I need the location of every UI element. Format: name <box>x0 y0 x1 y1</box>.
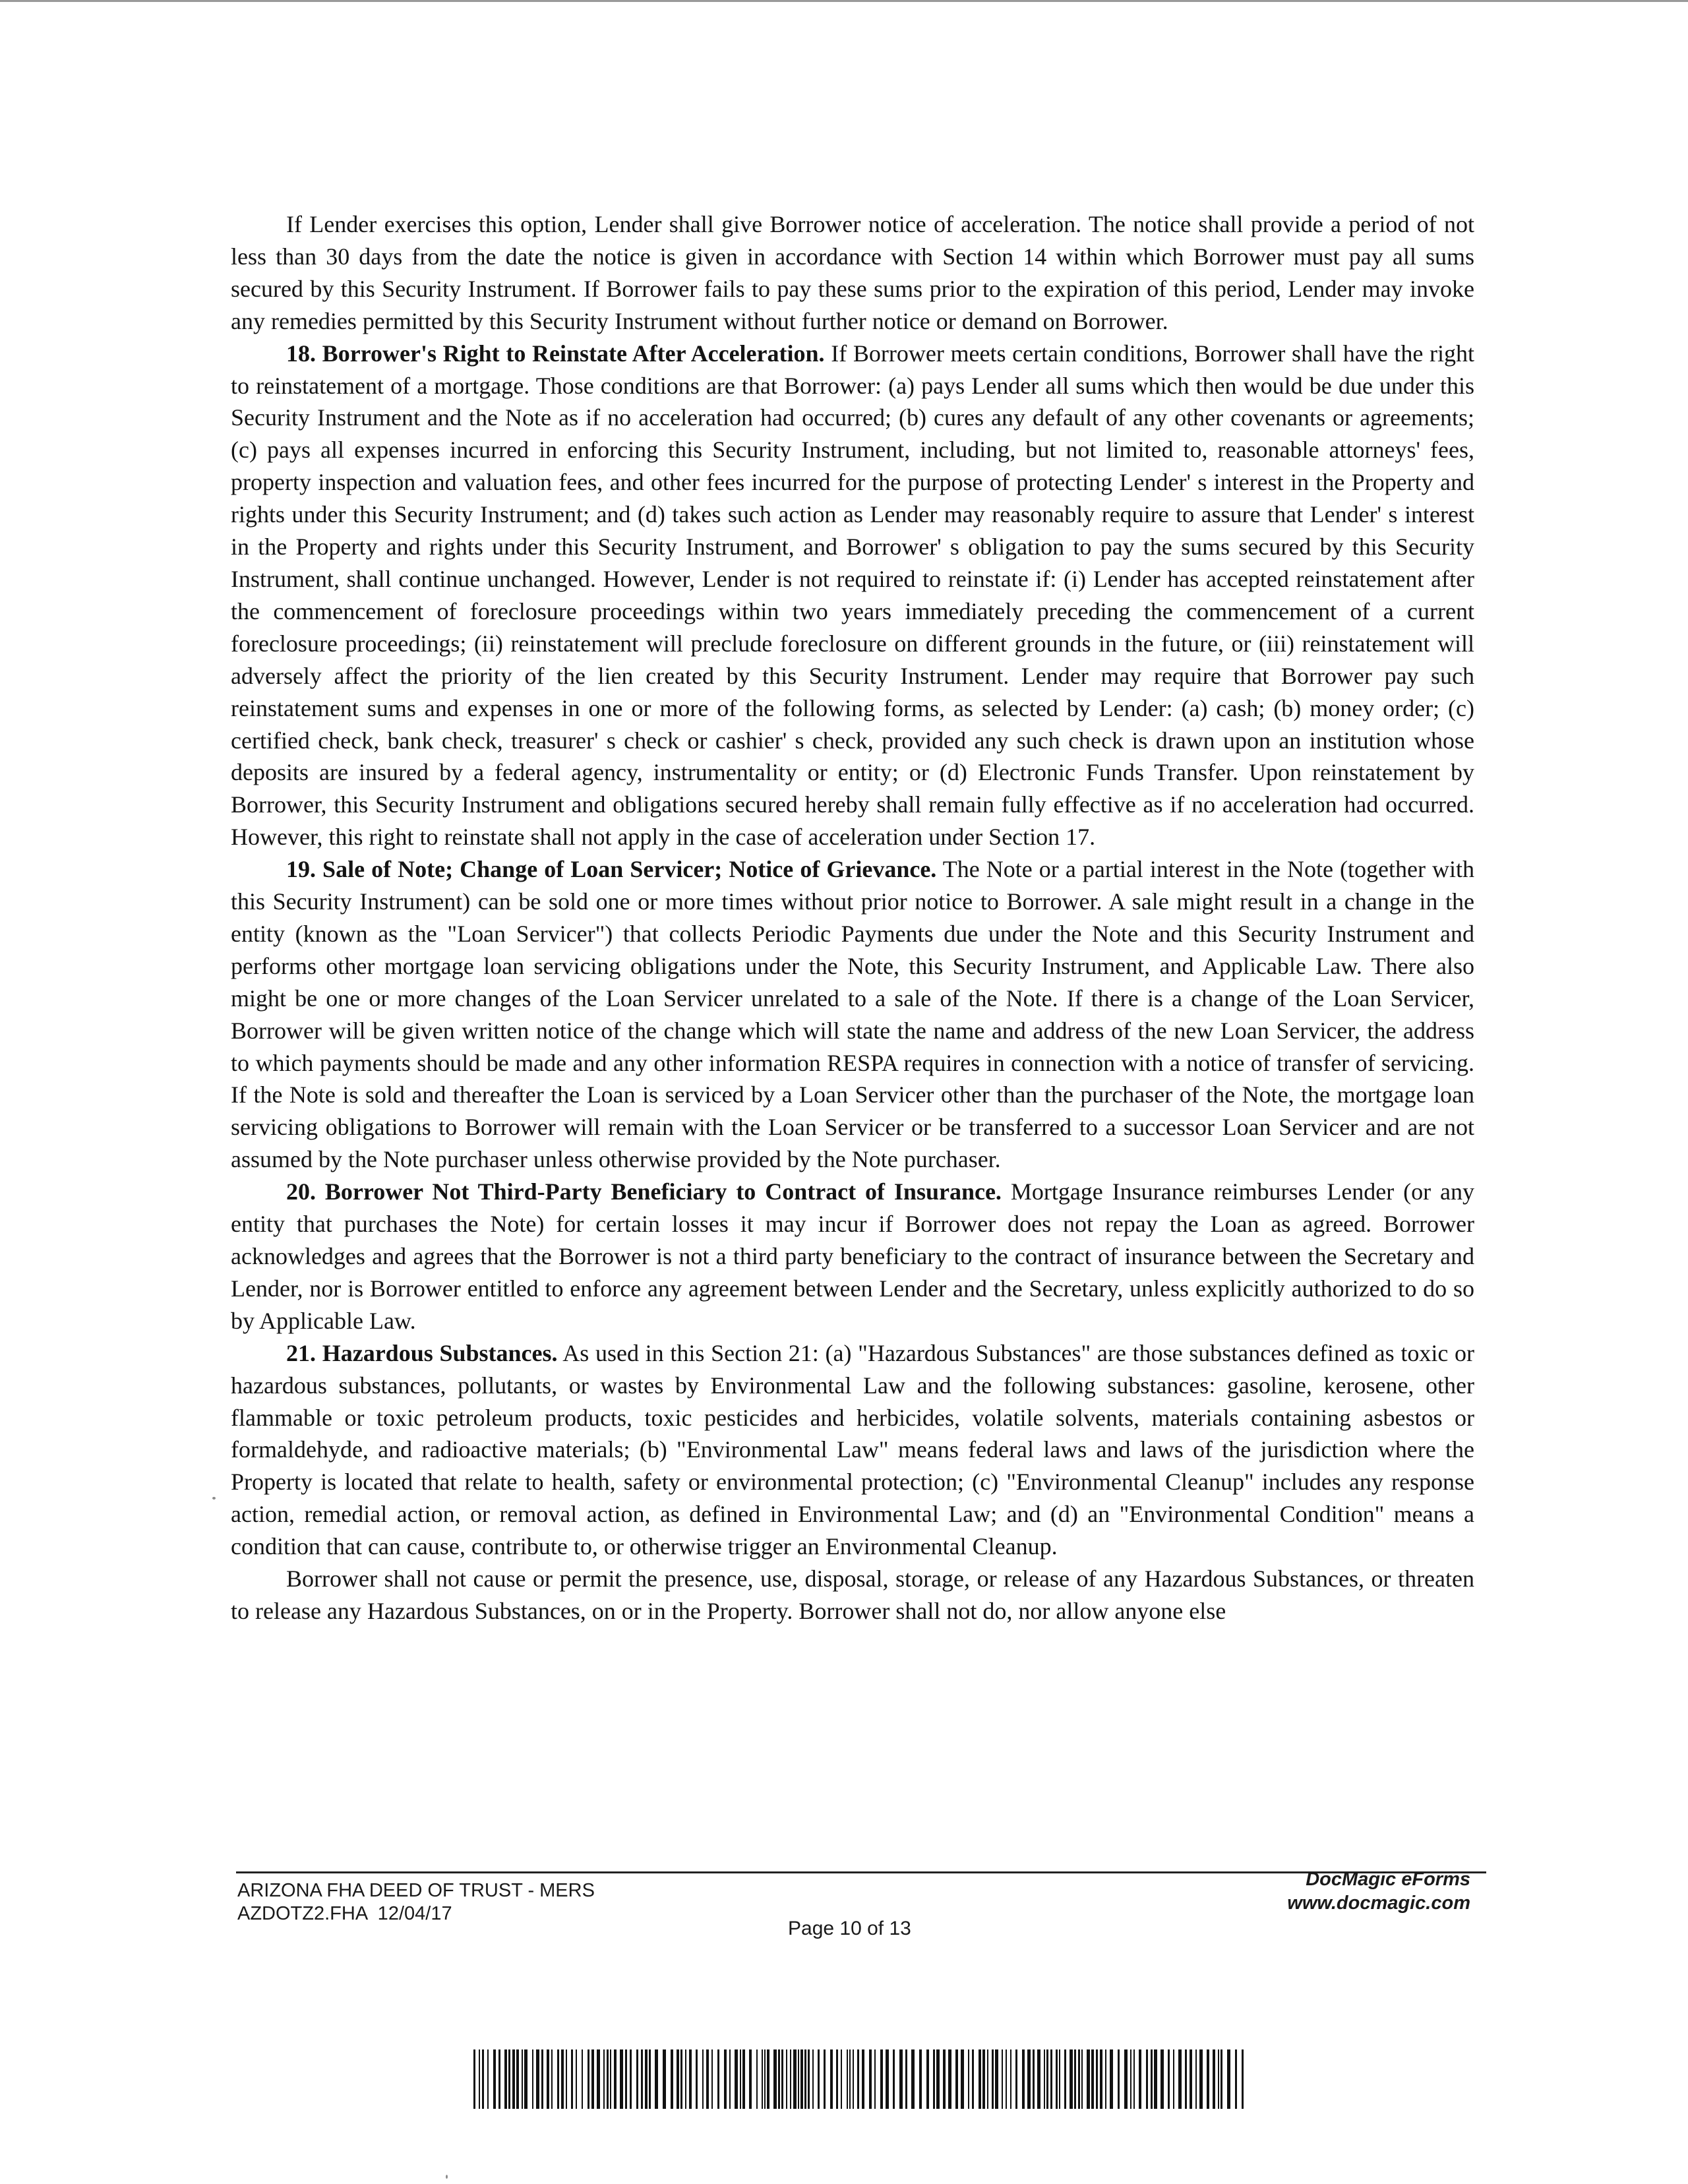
barcode-bar <box>597 2049 600 2109</box>
barcode-bar <box>551 2049 553 2109</box>
barcode-bar <box>663 2049 666 2109</box>
barcode-bar <box>532 2049 533 2109</box>
barcode-bar <box>948 2049 951 2109</box>
barcode-bar <box>1096 2049 1098 2109</box>
barcode-bar <box>818 2049 820 2109</box>
barcode-bar <box>576 2049 577 2109</box>
barcode-bar <box>645 2049 648 2109</box>
barcode-bar <box>522 2049 523 2109</box>
barcode-bar <box>955 2049 958 2109</box>
barcode-bar <box>886 2049 889 2109</box>
barcode-bar <box>767 2049 769 2109</box>
barcode-bar <box>926 2049 929 2109</box>
barcode-bar <box>847 2049 848 2109</box>
barcode-bar <box>1146 2049 1148 2109</box>
barcode-bar <box>1139 2049 1141 2109</box>
scan-top-edge <box>0 0 1688 2</box>
barcode-bar <box>630 2049 632 2109</box>
paragraph-text: Mortgage Insurance reimburses Lender (or any entity that purchases the Note) for certain losses it may incur if Borrower does not repay the Loan as agreed. Borrower acknowledges and agrees that the Borrower is not a third party beneficiary to the contract of insurance between the Secretary and Lender, nor is Borrower entitled to enforce any agreement between Lender and the Secretary, unless explicitly authorized to do so by Applicable Law. <box>231 1178 1474 1334</box>
barcode-bar <box>547 2049 549 2109</box>
barcode-bar <box>1168 2049 1170 2109</box>
barcode-bar <box>649 2049 651 2109</box>
barcode-bar <box>1074 2049 1076 2109</box>
barcode-bar <box>1037 2049 1040 2109</box>
barcode-bar <box>943 2049 946 2109</box>
barcode-bar <box>536 2049 539 2109</box>
barcode-bar <box>1050 2049 1052 2109</box>
barcode-bar <box>1110 2049 1113 2109</box>
scan-speck <box>446 2175 448 2179</box>
barcode-bar <box>487 2049 489 2109</box>
paragraph-text: If Borrower meets certain conditions, Borrower shall have the right to reinstatement of a mortgage. Those conditions are that Borrower: (a) pays Lender all sums which then would be due under this Security Instrument and the Note as if no acceleration had occurred; (b) cures any default of any other covenants or agreements; (c) pays all expenses incurred in enforcing this Security Instrument, including, but not limited to, reasonable attorneys' fees, property inspection and valuation fees, and other fees incurred for the purpose of protecting Lender' s interest in the Property and rights under this Security Instrument; and (d) takes such action as Lender may reasonably require to assure that Lender' s interest in the Property and rights under this Security Instrument, and Borrower' s obligation to pay the sums secured by this Security Instrument, shall continue unchanged. However, Lender is not required to reinstate if: (i) Lender has accepted reinstatement after the commencement of foreclosure proceedings within two years immediately preceding the commencement of a current foreclosure proceedings; (ii) reinstatement will preclude foreclosure on different grounds in the future, or (iii) reinstatement will adversely affect the priority of the lien created by this Security Instrument. Lender may require that Borrower pay such reinstatement sums and expenses in one or more of the following forms, as selected by Lender: (a) cash; (b) money order; (c) certified check, bank check, treasurer' s check or cashier' s check, provided any such check is drawn upon an institution whose deposits are insured by a federal agency, instrumentality or entity; or (d) Electronic Funds Transfer. Upon reinstatement by Borrower, this Security Instrument and obligations secured hereby shall remain fully effective as if no acceleration had occurred. However, this right to reinstate shall not apply in the case of acceleration under Section 17. <box>231 340 1475 851</box>
barcode-bar <box>919 2049 922 2109</box>
barcode-bar <box>729 2049 731 2109</box>
barcode-bar <box>493 2049 496 2109</box>
barcode-bar <box>1242 2049 1244 2109</box>
barcode-bar <box>740 2049 741 2109</box>
barcode-bar <box>696 2049 698 2109</box>
barcode-bar <box>936 2049 940 2109</box>
barcode-bar <box>1105 2049 1106 2109</box>
barcode-bar <box>1015 2049 1017 2109</box>
section-heading: 19. Sale of Note; Change of Loan Servicer; Notice of Grievance. <box>286 856 937 883</box>
barcode-bar <box>1235 2049 1237 2109</box>
barcode-bar <box>979 2049 981 2109</box>
barcode-bar <box>899 2049 903 2109</box>
barcode-bar <box>473 2049 475 2109</box>
barcode-bar <box>972 2049 974 2109</box>
barcode-bar <box>1124 2049 1128 2109</box>
barcode-bar <box>1185 2049 1187 2109</box>
barcode-bar <box>749 2049 752 2109</box>
section-heading: 18. Borrower's Right to Reinstate After Acceleration. <box>286 340 825 367</box>
barcode-bar <box>1118 2049 1120 2109</box>
barcode-bar <box>1227 2049 1230 2109</box>
barcode-bar <box>508 2049 510 2109</box>
barcode-bar <box>1173 2049 1174 2109</box>
barcode-bar <box>614 2049 617 2109</box>
barcode-bar <box>1213 2049 1215 2109</box>
barcode-bar <box>1100 2049 1102 2109</box>
barcode-bar <box>862 2049 864 2109</box>
barcode-bar <box>636 2049 638 2109</box>
barcode-bar <box>756 2049 758 2109</box>
barcode-bar <box>995 2049 998 2109</box>
barcode-bar <box>610 2049 611 2109</box>
barcode-bar <box>1160 2049 1164 2109</box>
paragraph-section-19 <box>231 853 1474 1176</box>
barcode-bar <box>717 2049 719 2109</box>
paragraph-text: Borrower shall not cause or permit the presence, use, disposal, storage, or release of any Hazardous Substances, or threaten to release any Hazardous Substances, on or in the Property. Borrower shall not do, nor allow anyone else <box>231 1565 1474 1624</box>
barcode-bar <box>711 2049 713 2109</box>
barcode-bar <box>808 2049 810 2109</box>
barcode-bar <box>853 2049 854 2109</box>
barcode-bar <box>702 2049 704 2109</box>
barcode-bar <box>778 2049 780 2109</box>
barcode-bar <box>933 2049 935 2109</box>
barcode-bar <box>571 2049 573 2109</box>
barcode-bar <box>677 2049 679 2109</box>
barcode-bar <box>874 2049 876 2109</box>
barcode-bar <box>1046 2049 1048 2109</box>
barcode-bar <box>591 2049 594 2109</box>
barcode-bar <box>982 2049 985 2109</box>
paragraph-section-20 <box>231 1176 1474 1337</box>
barcode-bar <box>706 2049 709 2109</box>
barcode-bar <box>804 2049 806 2109</box>
barcode-bar <box>830 2049 833 2109</box>
barcode-bar <box>961 2049 964 2109</box>
barcode-bar <box>1033 2049 1035 2109</box>
barcode-bar <box>1064 2049 1066 2109</box>
barcode-bar <box>1056 2049 1058 2109</box>
barcode-bar <box>1087 2049 1090 2109</box>
page-number: Page 10 of 13 <box>788 1918 911 1939</box>
barcode-bar <box>1070 2049 1073 2109</box>
barcode-bar <box>524 2049 528 2109</box>
barcode-bar <box>857 2049 859 2109</box>
barcode-bar <box>764 2049 766 2109</box>
barcode-bar <box>786 2049 787 2109</box>
barcode-bar <box>479 2049 480 2109</box>
barcode-bar <box>849 2049 851 2109</box>
barcode-bar <box>812 2049 814 2109</box>
barcode-bar <box>557 2049 559 2109</box>
barcode-bar <box>1091 2049 1094 2109</box>
form-code: AZDOTZ2.FHA 12/04/17 <box>237 1903 452 1924</box>
paragraph-text: The Note or a partial interest in the Note (together with this Security Instrument) can be sold one or more times without prior notice to Borrower. A sale might result in a change in the entity (known as the "Loan Servicer") that collects Periodic Payments due under the Note and this Security Instrument and performs other mortgage loan servicing obligations under the Note, this Security Instrument, and Applicable Law. There also might be one or more changes of the Loan Servicer unrelated to a sale of the Note. If there is a change of the Loan Servicer, Borrower will be given written notice of the change which will state the name and address of the new Loan Servicer, the address to which payments should be made and any other information RESPA requires in connection with a notice of transfer of servicing. If the Note is sold and thereafter the Loan is serviced by a Loan Servicer other than the purchaser of the Note, the mortgage loan servicing obligations to Borrower will remain with the Loan Servicer or be transferred to a successor Loan Servicer and are not assumed by the Note purchaser unless otherwise provided by the Note purchaser. <box>231 856 1474 1173</box>
paragraph-text: If Lender exercises this option, Lender shall give Borrower notice of acceleration. The notice shall provide a period of not less than 30 days from the date the notice is given in accordance with Section 14 within which Borrower must pay all sums secured by this Security Instrument. If Borrower fails to pay these sums prior to the expiration of this period, Lender may invoke any remedies permitted by this Security Instrument without further notice or demand on Borrower. <box>231 211 1474 334</box>
barcode-bar <box>781 2049 783 2109</box>
paragraph-acceleration-notice <box>231 208 1474 338</box>
paragraph-text: As used in this Section 21: (a) "Hazardous Substances" are those substances defined as toxic or hazardous substances, pollutants, or wastes by Environmental Law and the following substances: gasoline, kerosene, other flammable or toxic petroleum products, toxic pesticides and herbicides, volatile solvents, materials containing asbestos or formaldehyde, and radioactive materials; (b) "Environmental Law" means federal laws and laws of the jurisdiction where the Property is located that relate to health, safety or environmental protection; (c) "Environmental Cleanup" includes any response action, remedial action, or removal action, as defined in Environmental Law; and (d) an "Environmental Condition" means a condition that can cause, contribute to, or otherwise trigger an Environmental Cleanup. <box>231 1339 1475 1560</box>
brand-name: DocMagic eForms <box>1306 1869 1470 1890</box>
paragraph-section-21 <box>231 1337 1474 1563</box>
barcode-bar <box>911 2049 915 2109</box>
barcode-bar <box>793 2049 797 2109</box>
barcode-bar <box>1221 2049 1222 2109</box>
footer-brand <box>1287 1867 1470 1915</box>
barcode-bar <box>1022 2049 1025 2109</box>
barcode-bar <box>841 2049 842 2109</box>
barcode-bar <box>603 2049 605 2109</box>
barcode-bar <box>1010 2049 1011 2109</box>
barcode-bar <box>685 2049 686 2109</box>
brand-website: www.docmagic.com <box>1287 1893 1470 1914</box>
barcode-bar <box>1178 2049 1182 2109</box>
barcode-bar <box>735 2049 738 2109</box>
barcode-bar <box>1133 2049 1135 2109</box>
section-heading: 21. Hazardous Substances. <box>286 1339 558 1366</box>
barcode-bar <box>1078 2049 1080 2109</box>
barcode-bar <box>724 2049 727 2109</box>
barcode-bar <box>1130 2049 1131 2109</box>
section-heading: 20. Borrower Not Third-Party Beneficiary to Contract of Insurance. <box>286 1178 1002 1205</box>
barcode-bar <box>905 2049 907 2109</box>
barcode-bar <box>1027 2049 1031 2109</box>
barcode-bar <box>800 2049 803 2109</box>
barcode-bar <box>1002 2049 1003 2109</box>
barcode-bar <box>1190 2049 1192 2109</box>
barcode-bar <box>1044 2049 1045 2109</box>
form-title: ARIZONA FHA DEED OF TRUST - MERS <box>237 1880 595 1901</box>
barcode-bar <box>1218 2049 1219 2109</box>
barcode-bar <box>880 2049 883 2109</box>
barcode-bar <box>987 2049 988 2109</box>
barcode-bar <box>671 2049 673 2109</box>
barcode-bar <box>689 2049 692 2109</box>
barcode-bar <box>824 2049 826 2109</box>
barcode-bar <box>516 2049 519 2109</box>
barcode-bar <box>1199 2049 1203 2109</box>
barcode-bar <box>790 2049 791 2109</box>
barcode-bar <box>1059 2049 1060 2109</box>
barcode-bar <box>773 2049 777 2109</box>
paragraph-section-18 <box>231 338 1474 854</box>
barcode-bar <box>641 2049 643 2109</box>
barcode-bar <box>1207 2049 1209 2109</box>
footer-form-info <box>237 1879 595 1926</box>
barcode-bar <box>798 2049 799 2109</box>
barcode-bar <box>762 2049 763 2109</box>
barcode-bar <box>1151 2049 1153 2109</box>
scan-speck <box>212 1497 216 1500</box>
barcode-bar <box>512 2049 515 2109</box>
barcode-bar <box>680 2049 682 2109</box>
barcode-bar <box>566 2049 567 2109</box>
barcode-bar <box>1154 2049 1157 2109</box>
barcode-bar <box>655 2049 658 2109</box>
barcode-bar <box>582 2049 583 2109</box>
barcode-bar <box>742 2049 745 2109</box>
barcode-bar <box>992 2049 994 2109</box>
barcode-bar <box>541 2049 543 2109</box>
barcode-bar <box>561 2049 564 2109</box>
barcode-bar <box>836 2049 838 2109</box>
barcode-bar <box>1081 2049 1083 2109</box>
barcode-bar <box>620 2049 623 2109</box>
barcode-bar <box>482 2049 484 2109</box>
barcode-bar <box>869 2049 872 2109</box>
barcode-bar <box>625 2049 627 2109</box>
barcode-bar <box>607 2049 609 2109</box>
barcode-bar <box>893 2049 895 2109</box>
barcode-bar <box>968 2049 969 2109</box>
paragraph-hazardous-continued <box>231 1563 1474 1627</box>
barcode-bar <box>498 2049 500 2109</box>
barcode-bar <box>1006 2049 1007 2109</box>
barcode-bar <box>588 2049 589 2109</box>
barcode-icon <box>473 2049 1248 2109</box>
barcode-bar <box>1195 2049 1197 2109</box>
barcode-bar <box>504 2049 507 2109</box>
document-body <box>231 208 1474 1627</box>
